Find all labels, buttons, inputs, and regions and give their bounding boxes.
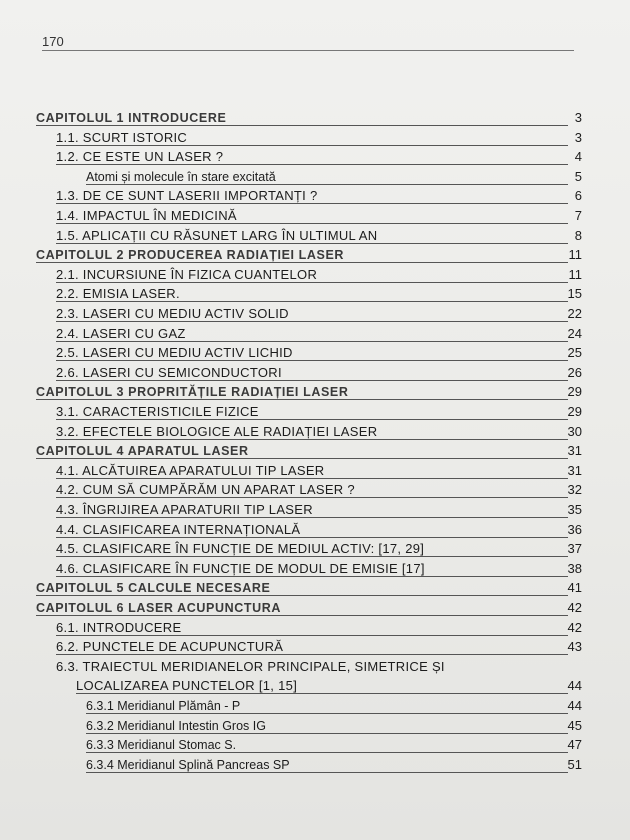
toc-entry bbox=[0, 716, 630, 736]
toc-entry-page: 7 bbox=[574, 208, 582, 223]
toc-entry-title: 2.2. EMISIA LASER. bbox=[56, 286, 180, 302]
toc-entry-page: 44 bbox=[567, 698, 582, 713]
toc-entry-title: Atomi și molecule în stare excitată bbox=[86, 169, 276, 184]
toc-entry-title: 4.6. CLASIFICARE ÎN FUNCȚIE DE MODUL DE EMISIE [17] bbox=[56, 560, 425, 576]
toc-entry-page: 45 bbox=[567, 717, 582, 733]
toc-entry-page: 42 bbox=[567, 600, 582, 615]
toc-entry bbox=[0, 284, 630, 304]
toc-entry bbox=[0, 304, 630, 324]
toc-entry-title: 2.3. LASERI CU MEDIU ACTIV SOLID bbox=[56, 306, 289, 321]
toc-entry-title: 1.5. APLICAȚII CU RĂSUNET LARG ÎN ULTIMUL AN bbox=[56, 227, 378, 243]
toc-entry-page: 11 bbox=[568, 266, 582, 282]
toc-entry bbox=[0, 735, 630, 755]
toc-entry-page: 41 bbox=[567, 580, 582, 596]
toc-entry bbox=[0, 147, 630, 167]
toc-entry-title: 3.2. EFECTELE BIOLOGICE ALE RADIAȚIEI LASER bbox=[56, 423, 378, 439]
toc-entry-title: 2.4. LASERI CU GAZ bbox=[56, 325, 186, 341]
toc-entry bbox=[0, 480, 630, 500]
toc-entry bbox=[0, 324, 630, 344]
toc-entry bbox=[0, 461, 630, 481]
toc-entry-title: CAPITOLUL 6 LASER ACUPUNCTURA bbox=[36, 601, 281, 615]
toc-entry bbox=[0, 167, 630, 187]
toc-entry bbox=[0, 206, 630, 226]
toc-entry-page: 29 bbox=[567, 404, 582, 419]
toc-entry-page: 22 bbox=[567, 306, 582, 321]
toc-entry-page: 38 bbox=[567, 560, 582, 576]
toc-entry bbox=[0, 559, 630, 579]
toc-entry-page: 4 bbox=[574, 149, 582, 165]
toc-entry bbox=[0, 520, 630, 540]
toc-entry-page: 47 bbox=[567, 737, 582, 753]
toc-entry-title: CAPITOLUL 5 CALCULE NECESARE bbox=[36, 581, 271, 596]
toc-entry bbox=[0, 128, 630, 148]
toc-entry-page: 36 bbox=[567, 521, 582, 537]
toc-entry-title: 6.3.4 Meridianul Splină Pancreas SP bbox=[86, 757, 290, 772]
toc-entry bbox=[0, 618, 630, 638]
toc-entry-page: 25 bbox=[567, 345, 582, 361]
toc-entry-page: 43 bbox=[567, 639, 582, 655]
toc-entry-page: 31 bbox=[567, 462, 582, 478]
toc-entry-title: 6.3. TRAIECTUL MERIDIANELOR PRINCIPALE, SIMETRICE ȘI bbox=[56, 658, 445, 674]
toc-entry bbox=[0, 226, 630, 246]
toc-entry-page: 3 bbox=[574, 129, 582, 145]
toc-entry-page: 24 bbox=[567, 325, 582, 341]
toc-entry bbox=[0, 186, 630, 206]
toc-entry-page: 11 bbox=[568, 247, 582, 263]
toc-entry-page: 26 bbox=[567, 364, 582, 380]
toc-entry-page: 35 bbox=[567, 502, 582, 517]
toc-entry-title: 6.3.3 Meridianul Stomac S. bbox=[86, 738, 237, 753]
toc-entry-title: CAPITOLUL 3 PROPRITĂȚILE RADIAȚIEI LASER bbox=[36, 385, 349, 400]
toc-entry bbox=[0, 637, 630, 657]
toc-entry-page: 3 bbox=[574, 110, 582, 125]
toc-entry-page: 31 bbox=[567, 443, 582, 459]
toc-entry-page: 51 bbox=[567, 756, 582, 772]
header-rule bbox=[42, 50, 574, 51]
toc-chapter-entry bbox=[0, 108, 630, 128]
toc-entry-title: 1.2. CE ESTE UN LASER ? bbox=[56, 149, 224, 165]
toc-entry-page: 37 bbox=[567, 541, 582, 557]
toc-chapter-entry bbox=[0, 441, 630, 461]
toc-entry-title: 4.3. ÎNGRIJIREA APARATURII TIP LASER bbox=[56, 502, 313, 517]
toc-entry-page: 42 bbox=[567, 619, 582, 635]
toc-entry-title: 6.3.1 Meridianul Plămân - P bbox=[86, 699, 241, 713]
toc-entry-title: 6.1. INTRODUCERE bbox=[56, 619, 182, 635]
toc-entry bbox=[0, 539, 630, 559]
toc-entry-page: 32 bbox=[567, 482, 582, 498]
toc-entry-page: 5 bbox=[574, 168, 582, 184]
toc-entry-page: 29 bbox=[567, 384, 582, 400]
toc-entry-title: 6.3.2 Meridianul Intestin Gros IG bbox=[86, 718, 266, 733]
toc-entry-page: 15 bbox=[567, 286, 582, 302]
toc-entry-page: 44 bbox=[567, 678, 582, 694]
toc-entry bbox=[0, 363, 630, 383]
toc-entry bbox=[0, 755, 630, 775]
toc-entry-title: 6.2. PUNCTELE DE ACUPUNCTURĂ bbox=[56, 639, 284, 655]
toc-entry-page: 6 bbox=[574, 188, 582, 204]
toc-entry bbox=[0, 402, 630, 422]
toc-entry bbox=[0, 696, 630, 716]
toc-entry-title: 2.1. INCURSIUNE ÎN FIZICA CUANTELOR bbox=[56, 266, 318, 282]
toc-entry-title: 2.6. LASERI CU SEMICONDUCTORI bbox=[56, 364, 282, 380]
toc-entry-title: 4.1. ALCĂTUIREA APARATULUI TIP LASER bbox=[56, 462, 325, 478]
toc-entry bbox=[0, 676, 630, 696]
toc-entry-title: LOCALIZAREA PUNCTELOR [1, 15] bbox=[76, 678, 298, 694]
toc-entry-page: 30 bbox=[567, 423, 582, 439]
toc-entry-title: CAPITOLUL 2 PRODUCEREA RADIAȚIEI LASER bbox=[36, 248, 345, 263]
toc-entry-title: 4.5. CLASIFICARE ÎN FUNCȚIE DE MEDIUL ACTIV: [17, 29] bbox=[56, 541, 425, 557]
toc-entry-title: 3.1. CARACTERISTICILE FIZICE bbox=[56, 404, 259, 419]
toc-entry-title: 2.5. LASERI CU MEDIU ACTIV LICHID bbox=[56, 345, 293, 361]
toc-entry-title: 1.1. SCURT ISTORIC bbox=[56, 129, 188, 145]
toc-entry bbox=[0, 500, 630, 520]
toc-entry-title: CAPITOLUL 1 INTRODUCERE bbox=[36, 111, 227, 125]
toc-entry bbox=[0, 265, 630, 285]
toc-entry-title: 1.3. DE CE SUNT LASERII IMPORTANȚI ? bbox=[56, 188, 318, 204]
toc-entry-title: 4.2. CUM SĂ CUMPĂRĂM UN APARAT LASER ? bbox=[56, 482, 355, 498]
toc-entry-title: 4.4. CLASIFICAREA INTERNAȚIONALĂ bbox=[56, 521, 301, 537]
toc-chapter-entry bbox=[0, 245, 630, 265]
toc-entry bbox=[0, 657, 630, 677]
toc-chapter-entry bbox=[0, 578, 630, 598]
toc-entry-title: CAPITOLUL 4 APARATUL LASER bbox=[36, 444, 249, 459]
toc-entry-page: 8 bbox=[574, 227, 582, 243]
toc-entry bbox=[0, 343, 630, 363]
toc-entry-title: 1.4. IMPACTUL ÎN MEDICINĂ bbox=[56, 208, 237, 223]
toc-entry bbox=[0, 422, 630, 442]
page-number: 170 bbox=[42, 34, 64, 49]
toc-chapter-entry bbox=[0, 598, 630, 618]
toc-chapter-entry bbox=[0, 382, 630, 402]
